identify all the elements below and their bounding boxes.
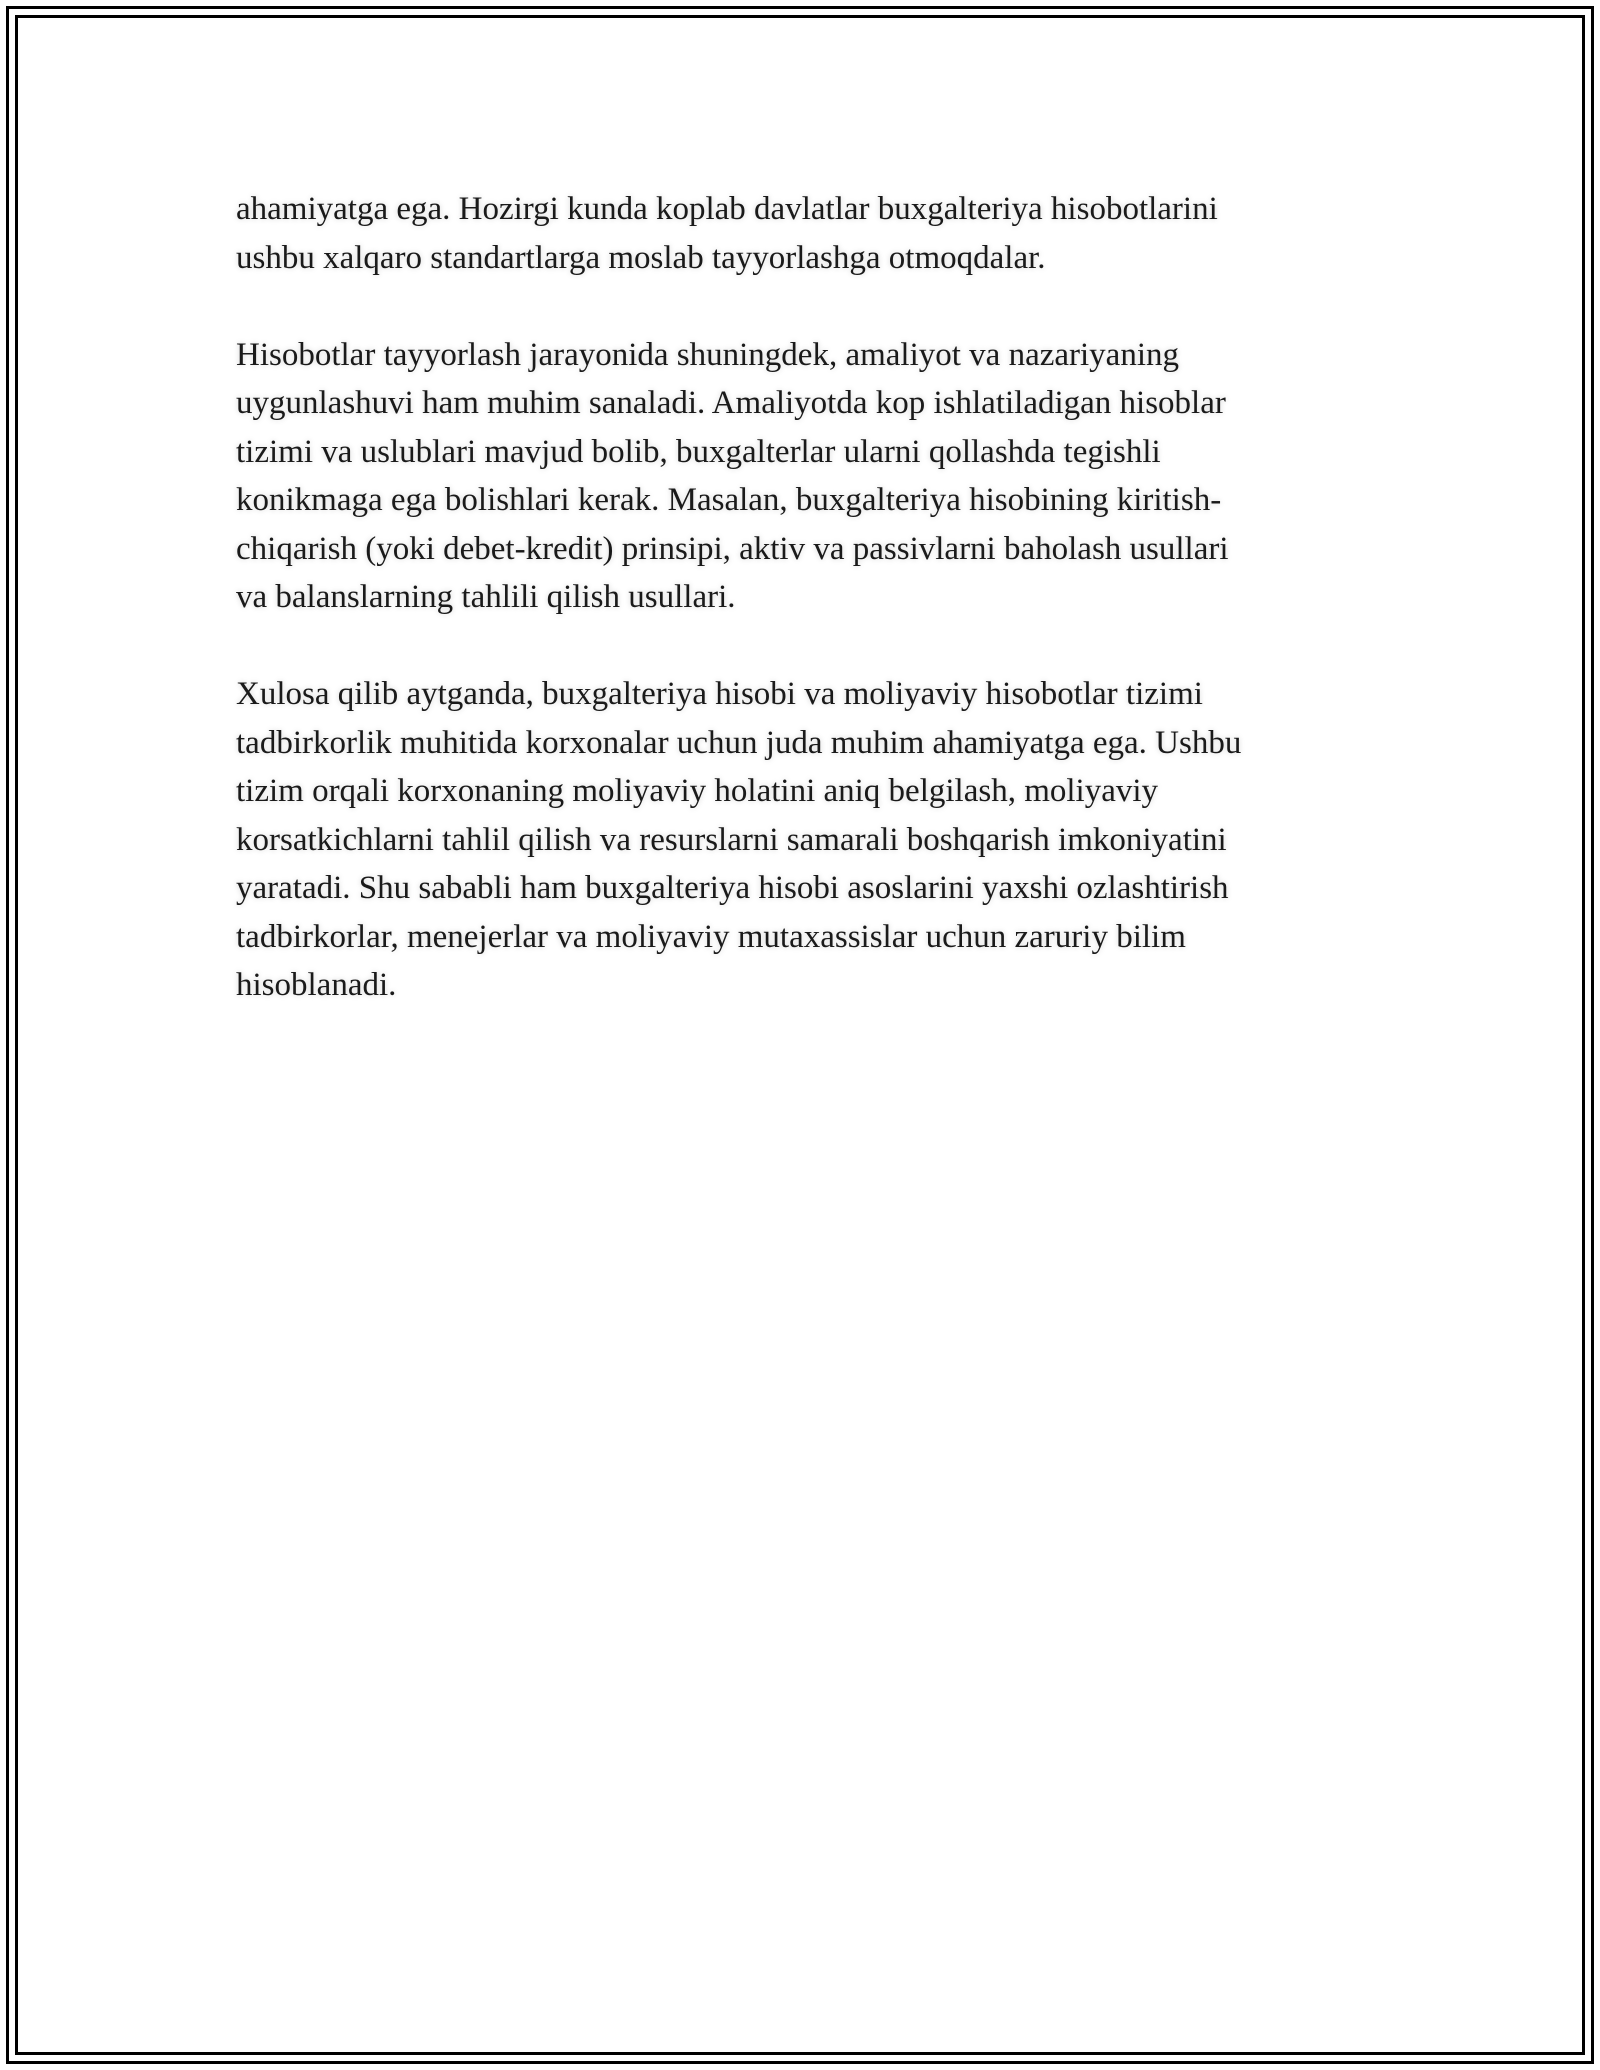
text-line: ahamiyatga ega. Hozirgi kunda koplab davlatlar buxgalteriya hisobotlarini xyxy=(236,191,1218,227)
paragraph-3 xyxy=(236,670,1386,1010)
text-line: va balanslarning tahlili qilish usullari. xyxy=(236,579,736,615)
paragraph-2 xyxy=(236,331,1386,622)
text-line: tizimi va uslublari mavjud bolib, buxgalterlar ularni qollashda tegishli xyxy=(236,433,1161,470)
text-line: yaratadi. Shu sababli ham buxgalteriya hisobi asoslarini yaxshi ozlashtirish xyxy=(236,870,1229,906)
text-line: Hisobotlar tayyorlash jarayonida shuningdek, amaliyot va nazariyaning xyxy=(236,336,1179,373)
text-line: korsatkichlarni tahlil qilish va resurslarni samarali boshqarish imkoniyatini xyxy=(236,821,1227,858)
text-line: tadbirkorlar, menejerlar va moliyaviy mutaxassislar uchun zaruriy bilim xyxy=(236,918,1186,955)
text-line: konikmaga ega bolishlari kerak. Masalan, buxgalteriya hisobining kiritish- xyxy=(236,482,1222,518)
text-line: uygunlashuvi ham muhim sanaladi. Amaliyotda kop ishlatiladigan hisoblar xyxy=(236,385,1226,421)
text-line: Xulosa qilib aytganda, buxgalteriya hisobi va moliyaviy hisobotlar tizimi xyxy=(236,676,1203,712)
text-line: chiqarish (yoki debet-kredit) prinsipi, aktiv va passivlarni baholash usullari xyxy=(236,530,1229,567)
text-line: ushbu xalqaro standartlarga moslab tayyorlashga otmoqdalar. xyxy=(236,239,1046,276)
text-line: tizim orqali korxonaning moliyaviy holatini aniq belgilash, moliyaviy xyxy=(236,773,1159,809)
paragraph-1 xyxy=(236,185,1386,282)
text-line: tadbirkorlik muhitida korxonalar uchun juda muhim ahamiyatga ega. Ushbu xyxy=(236,724,1242,761)
document-body xyxy=(236,185,1386,1010)
text-line: hisoblanadi. xyxy=(236,967,397,1003)
